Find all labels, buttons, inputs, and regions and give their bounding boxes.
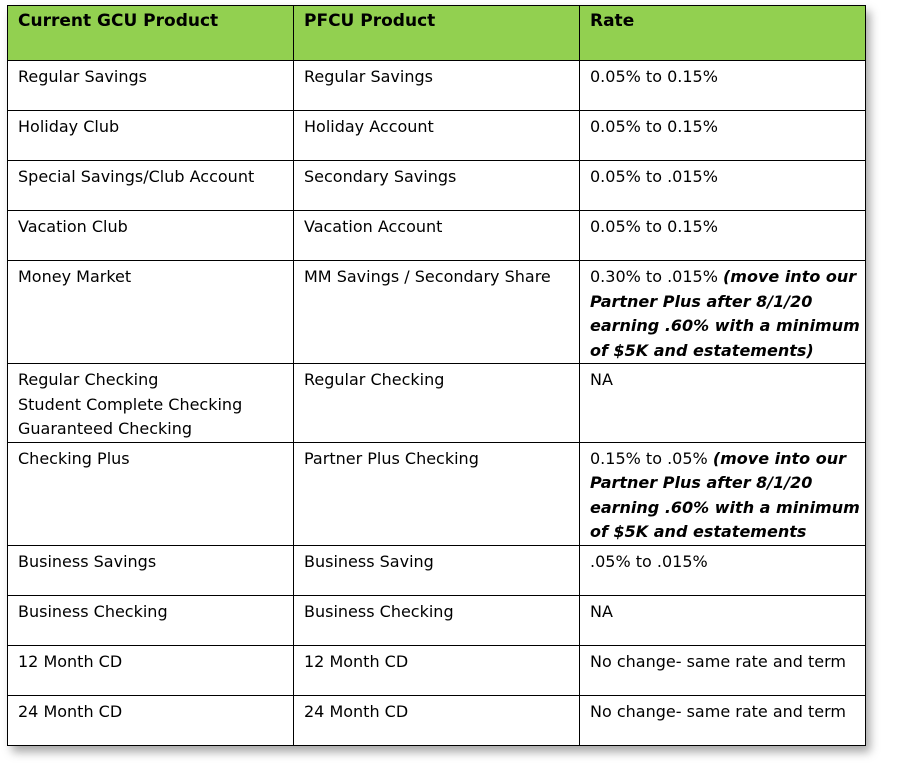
rate-cell <box>580 695 866 745</box>
rate-cell <box>580 442 866 545</box>
gcu-product-name: 24 Month CD <box>18 701 123 721</box>
rate-note-line: (move into our <box>722 267 857 286</box>
pfcu-product-cell: Holiday Account <box>294 111 580 161</box>
product-rate-table-container <box>7 5 865 746</box>
gcu-product-name: Student Complete Checking <box>18 394 243 414</box>
gcu-product-cell <box>8 695 294 745</box>
header-pfcu-product: PFCU Product <box>294 6 580 61</box>
rate-cell <box>580 595 866 645</box>
rate-cell <box>580 261 866 364</box>
rate-cell <box>580 545 866 595</box>
gcu-product-name: Money Market <box>18 267 132 286</box>
gcu-product-cell <box>8 364 294 443</box>
pfcu-product-cell: 12 Month CD <box>294 645 580 695</box>
gcu-product-name: 12 Month CD <box>18 651 123 671</box>
header-rate: Rate <box>580 6 866 61</box>
table-row <box>8 261 866 364</box>
rate-value: 0.30% to .015% <box>590 267 718 286</box>
gcu-product-name: Vacation Club <box>18 217 128 236</box>
pfcu-product-cell: Business Saving <box>294 545 580 595</box>
rate-value: 0.15% to .05% <box>590 448 708 468</box>
table-row <box>8 61 866 111</box>
gcu-product-cell <box>8 442 294 545</box>
table-row <box>8 364 866 443</box>
pfcu-product-cell: Regular Savings <box>294 61 580 111</box>
pfcu-product-cell: MM Savings / Secondary Share <box>294 261 580 364</box>
rate-cell <box>580 161 866 211</box>
rate-note-line: of $5K and estatements <box>590 522 807 541</box>
gcu-product-name: Special Savings/Club Account <box>18 167 255 186</box>
gcu-product-cell <box>8 545 294 595</box>
table-row <box>8 645 866 695</box>
rate-note-line: earning .60% with a minimum <box>590 497 860 517</box>
rate-value: 0.05% to .015% <box>590 167 718 186</box>
gcu-product-cell <box>8 161 294 211</box>
table-row <box>8 695 866 745</box>
rate-note-line: Partner Plus after 8/1/20 <box>590 473 813 492</box>
table-row <box>8 545 866 595</box>
gcu-product-name: Business Checking <box>18 601 168 621</box>
pfcu-product-cell: Secondary Savings <box>294 161 580 211</box>
gcu-product-cell <box>8 261 294 364</box>
rate-note-line: (move into our <box>712 448 846 468</box>
rate-cell <box>580 61 866 111</box>
gcu-product-name: Regular Checking <box>18 370 159 389</box>
rate-value: 0.05% to 0.15% <box>590 217 718 236</box>
header-current-gcu-product: Current GCU Product <box>8 6 294 61</box>
gcu-product-cell <box>8 211 294 261</box>
rate-value: No change- same rate and term <box>590 651 847 671</box>
pfcu-product-cell: 24 Month CD <box>294 695 580 745</box>
rate-note-line: earning .60% with a minimum <box>590 316 860 335</box>
rate-note-line: of $5K and estatements) <box>590 340 814 360</box>
rate-value: NA <box>590 370 613 389</box>
pfcu-product-cell: Vacation Account <box>294 211 580 261</box>
table-row <box>8 161 866 211</box>
gcu-product-name: Holiday Club <box>18 117 120 136</box>
rate-value: 0.05% to 0.15% <box>590 67 718 86</box>
rate-cell <box>580 645 866 695</box>
pfcu-product-cell: Regular Checking <box>294 364 580 443</box>
gcu-product-name: Business Savings <box>18 551 157 571</box>
rate-cell <box>580 211 866 261</box>
rate-value: NA <box>590 601 613 621</box>
rate-value: .05% to .015% <box>590 551 708 571</box>
gcu-product-name: Guaranteed Checking <box>18 419 193 438</box>
gcu-product-cell <box>8 595 294 645</box>
rate-value: No change- same rate and term <box>590 701 847 721</box>
gcu-product-name: Checking Plus <box>18 448 130 468</box>
rate-note-line: Partner Plus after 8/1/20 <box>590 291 813 311</box>
rate-cell <box>580 364 866 443</box>
table-row <box>8 111 866 161</box>
product-rate-table <box>7 5 866 746</box>
table-row <box>8 211 866 261</box>
pfcu-product-cell: Business Checking <box>294 595 580 645</box>
rate-value: 0.05% to 0.15% <box>590 117 718 136</box>
table-row <box>8 442 866 545</box>
table-row <box>8 595 866 645</box>
gcu-product-name: Regular Savings <box>18 67 147 86</box>
header-row <box>8 6 866 61</box>
gcu-product-cell <box>8 61 294 111</box>
gcu-product-cell <box>8 645 294 695</box>
pfcu-product-cell: Partner Plus Checking <box>294 442 580 545</box>
gcu-product-cell <box>8 111 294 161</box>
rate-cell <box>580 111 866 161</box>
